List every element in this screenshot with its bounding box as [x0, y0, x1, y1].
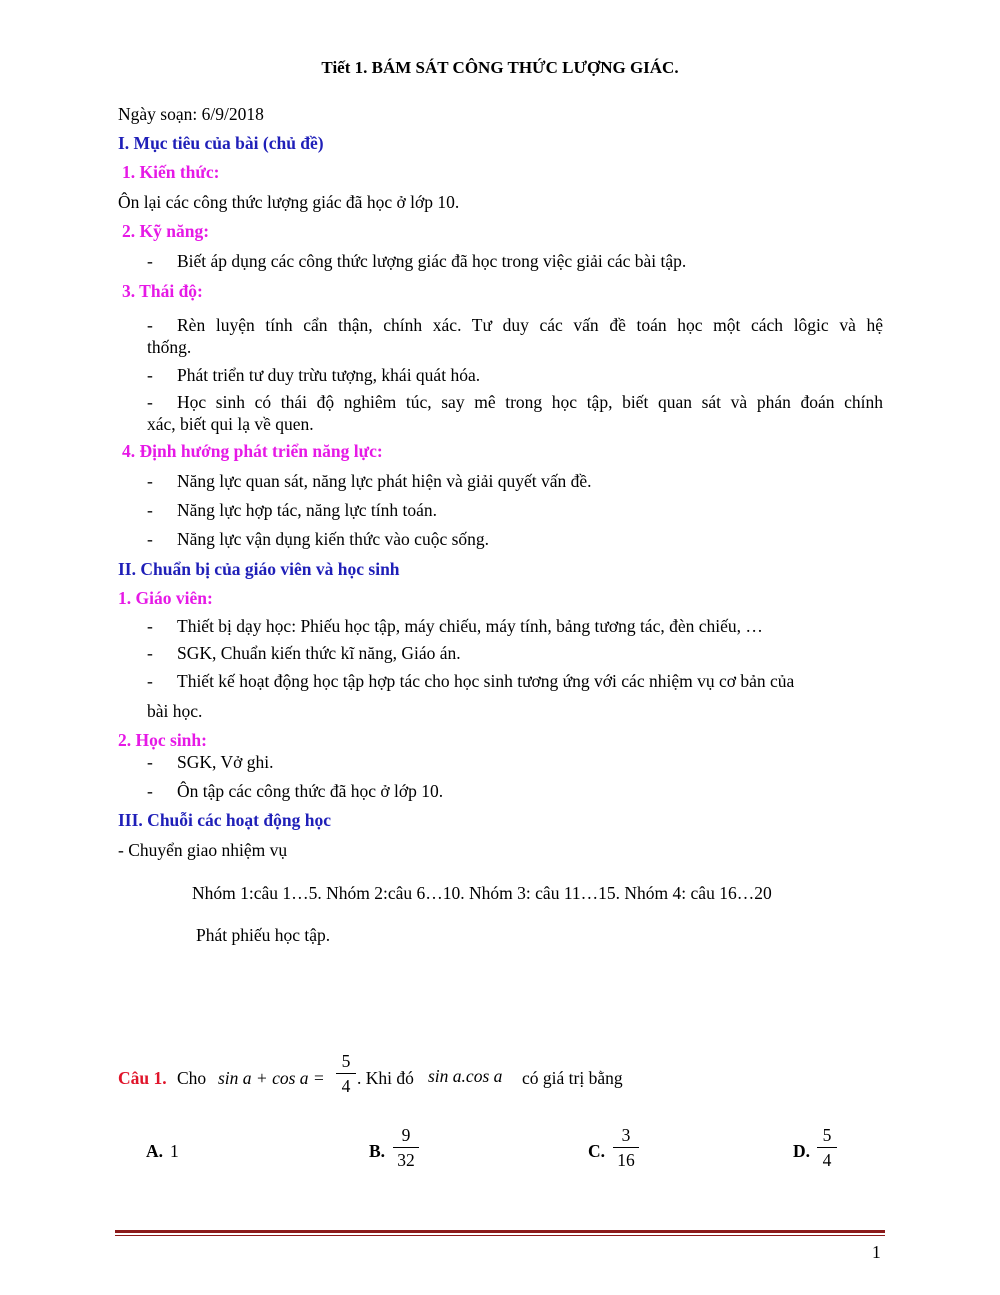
- option-c-fraction: [613, 1124, 639, 1171]
- skills-heading: 2. Kỹ năng:: [122, 221, 210, 241]
- fraction-bar: [336, 1073, 356, 1074]
- bullet-dash: -: [147, 500, 153, 520]
- fraction-bar: [393, 1147, 419, 1148]
- competence-heading: 4. Định hướng phát triển năng lực:: [122, 441, 383, 461]
- page-title: Tiết 1. BÁM SÁT CÔNG THỨC LƯỢNG GIÁC.: [321, 58, 679, 77]
- section-1-heading: I. Mục tiêu của bài (chủ đề): [118, 133, 324, 153]
- student-item: SGK, Vở ghi.: [177, 752, 274, 772]
- task-line: - Chuyển giao nhiệm vụ: [118, 840, 288, 860]
- bullet-dash: -: [147, 529, 153, 549]
- footer-rule: [115, 1230, 885, 1233]
- groups-line: Nhóm 1:câu 1…5. Nhóm 2:câu 6…10. Nhóm 3: câu 11…15. Nhóm 4: câu 16…20: [192, 883, 772, 903]
- option-d-label: D.: [793, 1141, 811, 1161]
- fraction-numerator: 9: [401, 1125, 411, 1145]
- fraction-bar: [613, 1147, 639, 1148]
- section-2-heading: II. Chuẩn bị của giáo viên và học sinh: [118, 559, 400, 579]
- competence-item: Năng lực quan sát, năng lực phát hiện và giải quyết vấn đề.: [177, 471, 592, 491]
- handout-line: Phát phiếu học tập.: [196, 925, 331, 945]
- question-cho: Cho: [177, 1068, 207, 1088]
- competence-item: Năng lực hợp tác, năng lực tính toán.: [177, 500, 438, 520]
- bullet-dash: -: [147, 752, 153, 772]
- fraction-bar: [817, 1147, 837, 1148]
- option-a-value: 1: [170, 1141, 179, 1161]
- fraction-denominator: 4: [822, 1150, 832, 1170]
- bullet-dash: -: [147, 315, 153, 335]
- question-tail: có giá trị bằng: [522, 1068, 623, 1088]
- bullet-dash: -: [147, 471, 153, 491]
- bullet-dash: -: [147, 616, 153, 636]
- question-rhs-fraction: [336, 1050, 356, 1097]
- bullet-dash: -: [147, 251, 153, 271]
- student-heading: 2. Học sinh:: [118, 730, 207, 750]
- teacher-item: Thiết bị dạy học: Phiếu học tập, máy chiếu, máy tính, bảng tương tác, đèn chiếu, …: [177, 616, 763, 636]
- fraction-denominator: 4: [341, 1076, 351, 1096]
- fraction-numerator: 3: [621, 1125, 631, 1145]
- attitude-heading: 3. Thái độ:: [122, 281, 203, 301]
- footer-rule-thin: [115, 1235, 885, 1236]
- option-a-label: A.: [146, 1141, 164, 1161]
- skills-item: Biết áp dụng các công thức lượng giác đã học trong việc giải các bài tập.: [177, 251, 687, 271]
- fraction-numerator: 5: [341, 1051, 351, 1071]
- section-3-heading: III. Chuỗi các hoạt động học: [118, 810, 331, 830]
- competence-item: Năng lực vận dụng kiến thức vào cuộc sống.: [177, 529, 490, 549]
- question-mid: . Khi đó: [357, 1068, 414, 1088]
- knowledge-heading: 1. Kiến thức:: [122, 162, 220, 182]
- attitude-item-3: Học sinh có thái độ nghiêm túc, say mê trong học tập, biết quan sát và phán đoán chính: [177, 392, 883, 412]
- attitude-item-1-cont: thống.: [147, 337, 192, 357]
- knowledge-text: Ôn lại các công thức lượng giác đã học ở lớp 10.: [118, 192, 460, 212]
- option-b-label: B.: [369, 1141, 386, 1161]
- fraction-denominator: 32: [397, 1150, 415, 1170]
- bullet-dash: -: [147, 781, 153, 801]
- fraction-denominator: 16: [617, 1150, 635, 1170]
- attitude-item-3-cont: xác, biết qui lạ về quen.: [147, 414, 314, 434]
- page-number: 1: [872, 1242, 881, 1262]
- bullet-dash: -: [147, 365, 153, 385]
- attitude-item-2: Phát triển tư duy trừu tượng, khái quát hóa.: [177, 365, 481, 385]
- option-c-label: C.: [588, 1141, 606, 1161]
- question-lhs: sin a + cos a =: [218, 1068, 325, 1088]
- attitude-item-1: Rèn luyện tính cẩn thận, chính xác. Tư duy các vấn đề toán học một cách lôgic và hệ: [177, 315, 883, 335]
- fraction-numerator: 5: [822, 1125, 832, 1145]
- teacher-item-cont: bài học.: [147, 701, 203, 721]
- question-expr: sin a.cos a: [428, 1066, 503, 1086]
- question-label: Câu 1.: [118, 1068, 167, 1088]
- bullet-dash: -: [147, 392, 153, 412]
- option-b-fraction: [393, 1124, 419, 1171]
- option-d-fraction: [817, 1124, 837, 1171]
- student-item: Ôn tập các công thức đã học ở lớp 10.: [177, 781, 444, 801]
- teacher-item: Thiết kế hoạt động học tập hợp tác cho học sinh tương ứng với các nhiệm vụ cơ bản của: [177, 671, 795, 691]
- date-line: Ngày soạn: 6/9/2018: [118, 104, 264, 124]
- teacher-heading: 1. Giáo viên:: [118, 588, 213, 608]
- teacher-item: SGK, Chuẩn kiến thức kĩ năng, Giáo án.: [177, 643, 461, 663]
- bullet-dash: -: [147, 643, 153, 663]
- bullet-dash: -: [147, 671, 153, 691]
